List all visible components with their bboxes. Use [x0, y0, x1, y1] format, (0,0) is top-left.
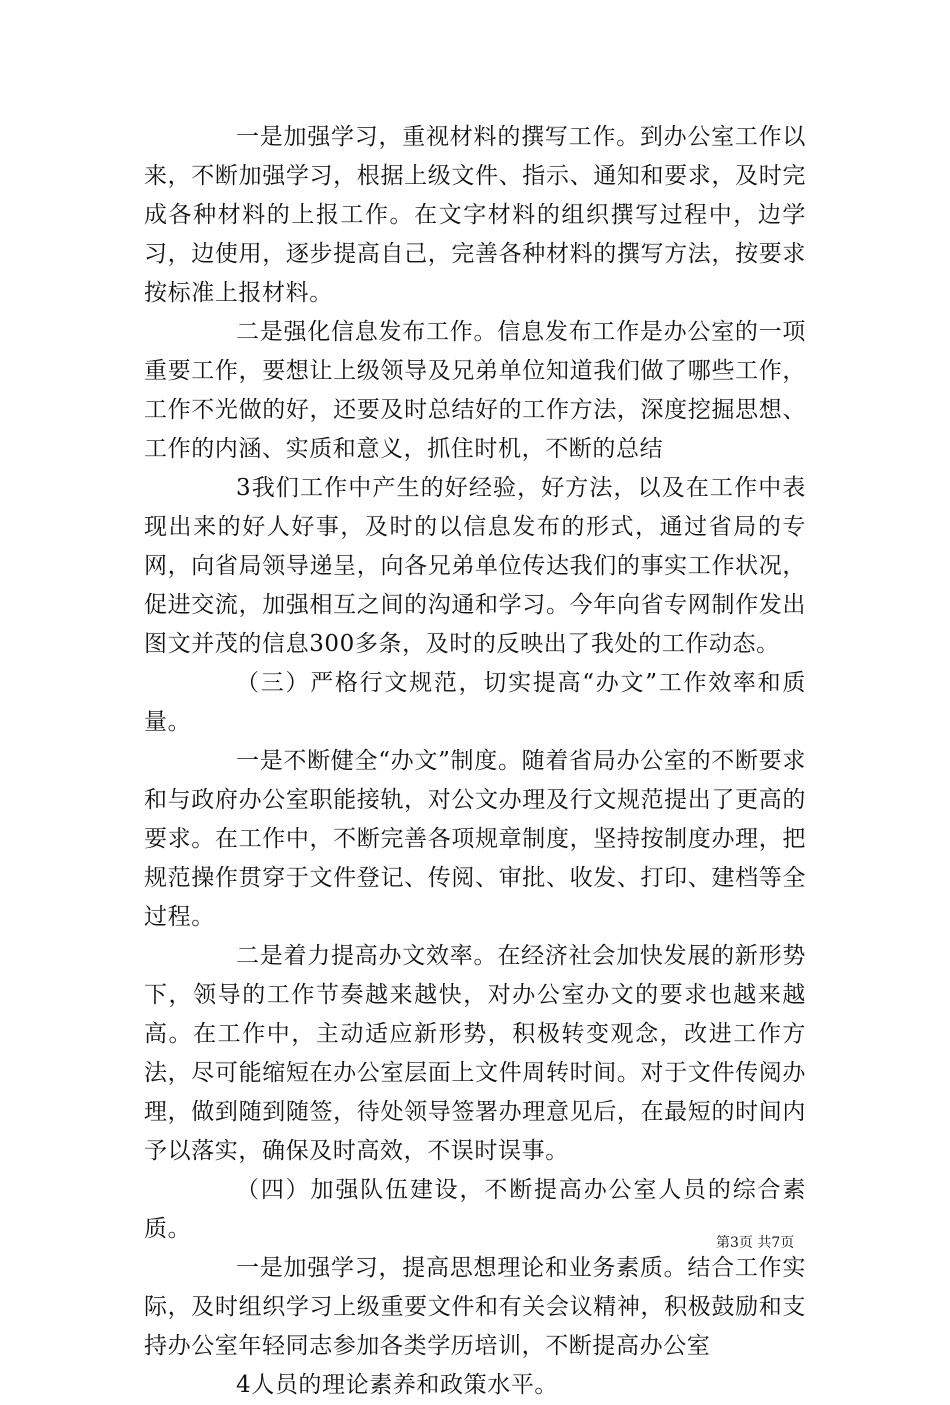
section-heading-4: （四）加强队伍建设，不断提高办公室人员的综合素质。: [144, 1177, 806, 1242]
paragraph-5: 二是着力提高办文效率。在经济社会加快发展的新形势下，领导的工作节奏越来越快，对办公室办文的要求也越来越高。在工作中，主动适应新形势，积极转变观念，改进工作方法，尽可能缩短在办公室层面上文件周转时间。对于文件传阅办理，做到随到随签，待处领导签署办理意见后，在最短的时间内予以落实，确保及时高效，不误时误事。: [144, 943, 806, 1164]
paragraph-6: 一是加强学习，提高思想理论和业务素质。结合工作实际，及时组织学习上级重要文件和有关会议精神，积极鼓励和支持办公室年轻同志参加各类学历培训，不断提高办公室: [144, 1255, 806, 1359]
section-heading-3: （三）严格行文规范，切实提高“办文”工作效率和质量。: [144, 670, 806, 735]
paragraph-2: 二是强化信息发布工作。信息发布工作是办公室的一项重要工作，要想让上级领导及兄弟单位知道我们做了哪些工作，工作不光做的好，还要及时总结好的工作方法，深度挖掘思想、工作的内涵、实质和意义，抓住时机，不断的总结: [144, 319, 806, 462]
document-body: [144, 118, 806, 1405]
paragraph-7: 4人员的理论素养和政策水平。: [236, 1372, 559, 1398]
paragraph-1: 一是加强学习，重视材料的撰写工作。到办公室工作以来，不断加强学习，根据上级文件、指示、通知和要求，及时完成各种材料的上报工作。在文字材料的组织撰写过程中，边学习，边使用，逐步提高自己，完善各种材料的撰写方法，按要求按标准上报材料。: [144, 124, 806, 306]
paragraph-3: 3我们工作中产生的好经验，好方法，以及在工作中表现出来的好人好事，及时的以信息发布的形式，通过省局的专网，向省局领导递呈，向各兄弟单位传达我们的事实工作状况，促进交流，加强相互之间的沟通和学习。今年向省专网制作发出图文并茂的信息300多条，及时的反映出了我处的工作动态。: [144, 475, 806, 657]
page-number-footer: 第3页 共7页: [716, 1235, 795, 1251]
paragraph-4: 一是不断健全“办文”制度。随着省局办公室的不断要求和与政府办公室职能接轨，对公文办理及行文规范提出了更高的要求。在工作中，不断完善各项规章制度，坚持按制度办理，把规范操作贯穿于文件登记、传阅、审批、收发、打印、建档等全过程。: [144, 748, 806, 930]
